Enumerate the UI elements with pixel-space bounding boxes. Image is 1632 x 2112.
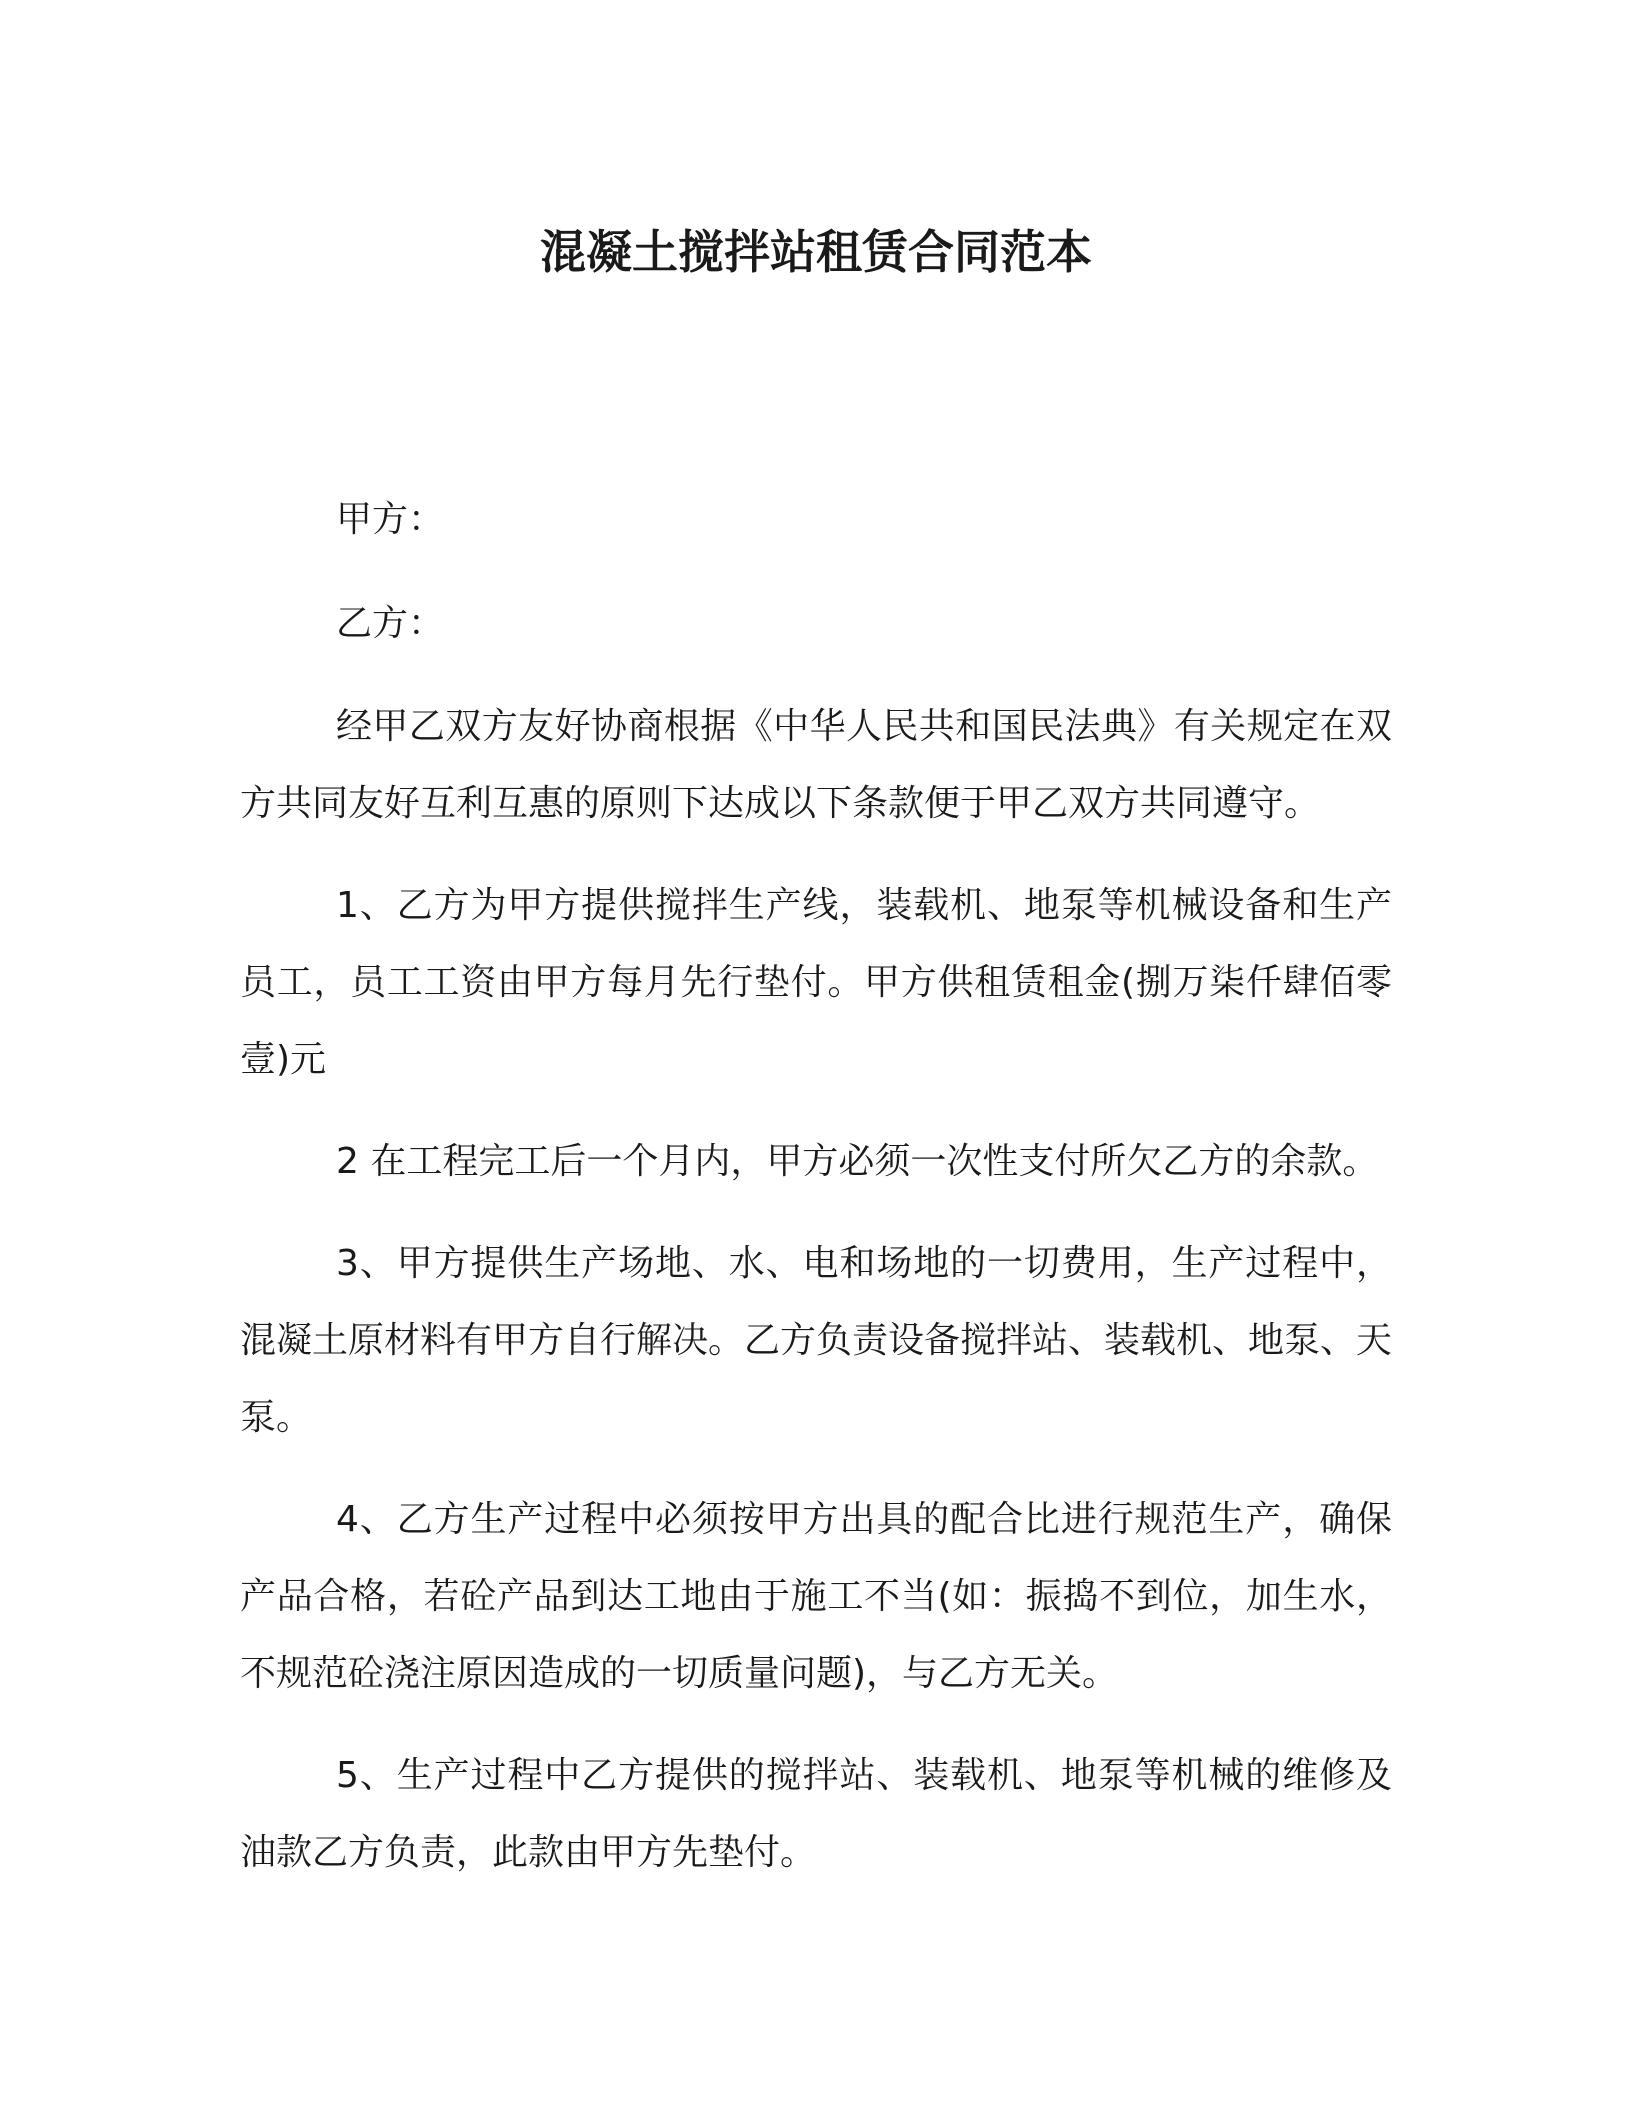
party-b-label: 乙方： — [336, 603, 445, 644]
document-title: 混凝土搅拌站租赁合同范本 — [540, 225, 1092, 279]
party-a-label: 甲方： — [336, 499, 445, 540]
paragraph-clause-3: 3、甲方提供生产场地、水、电和场地的一切费用，生产过程中，混凝土原材料有甲方自行解决。乙方负责设备搅拌站、装载机、地泵、天泵。 — [240, 1243, 1393, 1438]
paragraph-clause-2: 2 在工程完工后一个月内，甲方必须一次性支付所欠乙方的余款。 — [336, 1141, 1379, 1182]
paragraph-clause-1: 1、乙方为甲方提供搅拌生产线，装载机、地泵等机械设备和生产员工，员工工资由甲方每月先行垫付。甲方供租赁租金(捌万柒仟肆佰零壹)元 — [240, 885, 1392, 1080]
paragraph-clause-5: 5、生产过程中乙方提供的搅拌站、装载机、地泵等机械的维修及油款乙方负责，此款由甲方先垫付。 — [240, 1755, 1392, 1873]
paragraph-preamble: 经甲乙双方友好协商根据《中华人民共和国民法典》有关规定在双方共同友好互利互惠的原则下达成以下条款便于甲乙双方共同遵守。 — [240, 706, 1392, 824]
paragraph-clause-4: 4、乙方生产过程中必须按甲方出具的配合比进行规范生产，确保产品合格，若砼产品到达工地由于施工不当(如：振捣不到位，加生水，不规范砼浇注原因造成的一切质量问题)，与乙方无关。 — [240, 1499, 1392, 1694]
document-body — [240, 688, 1392, 1916]
